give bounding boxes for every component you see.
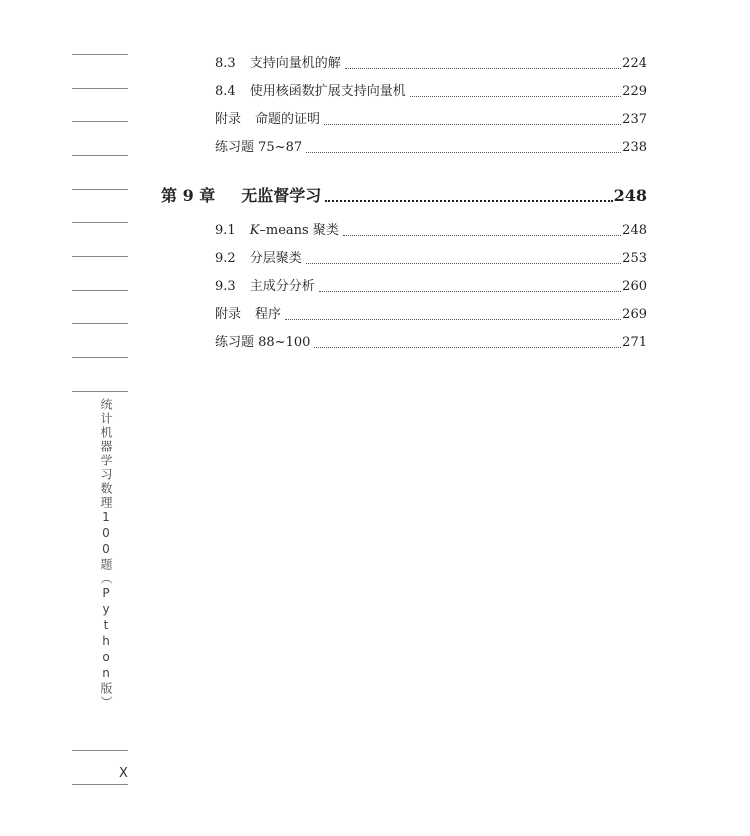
toc-entry-number: 附录 (215, 112, 242, 127)
page-number: X (119, 766, 128, 781)
toc-entry-page: 271 (622, 335, 647, 350)
margin-rule (72, 88, 128, 89)
toc-leader-dots (285, 319, 621, 320)
chapter-number: 第 9 章 (161, 186, 216, 205)
margin-rule (72, 121, 128, 122)
toc-entry-title: –means 聚类 (259, 223, 339, 238)
toc-leader-dots (306, 152, 621, 153)
chapter-page: 248 (613, 186, 647, 205)
margin-rule (72, 784, 128, 785)
toc-entry-page: 237 (622, 112, 647, 127)
toc-entry-page: 269 (622, 307, 647, 322)
toc-entry[interactable] (215, 275, 647, 295)
toc-entry-page: 224 (622, 56, 647, 71)
toc-entry-title: 使用核函数扩展支持向量机 (249, 84, 406, 99)
toc-leader-dots (306, 263, 621, 264)
toc-leader-dots (324, 124, 621, 125)
toc-leader-dots (319, 291, 621, 292)
toc-entry-page: 248 (622, 223, 647, 238)
toc-entry-title: 主成分分析 (249, 279, 315, 294)
toc-leader-dots (343, 235, 621, 236)
toc-entry-title: 练习题 75~87 (215, 140, 303, 155)
toc-entry-page: 229 (622, 84, 647, 99)
toc-entry-title: 命题的证明 (255, 112, 321, 127)
toc-entry-number: 9.2 (215, 251, 236, 266)
toc-leader-dots (410, 96, 621, 97)
toc-entry-number: 附录 (215, 307, 242, 322)
toc-entry-number: 8.4 (215, 84, 236, 99)
toc-entry-number: 9.1 (215, 223, 236, 238)
toc-entry-title: 分层聚类 (249, 251, 302, 266)
toc-entry-page: 260 (622, 279, 647, 294)
margin-rule (72, 222, 128, 223)
toc-entry-page: 253 (622, 251, 647, 266)
toc-entry[interactable] (215, 108, 647, 128)
margin-rule (72, 54, 128, 55)
toc-entry[interactable] (215, 303, 647, 323)
toc-entry-number: 8.3 (215, 56, 236, 71)
toc-entry[interactable] (215, 52, 647, 72)
toc-entry-number: 9.3 (215, 279, 236, 294)
margin-rule (72, 391, 128, 392)
book-title-vertical: 统计机器学习数理100题（Python版） (99, 398, 113, 710)
toc-leader-dots (345, 68, 621, 69)
toc-entry[interactable] (215, 331, 647, 351)
margin-rule (72, 290, 128, 291)
margin-rule (72, 189, 128, 190)
margin-rule (72, 357, 128, 358)
toc-entry[interactable] (215, 219, 647, 239)
toc-entry[interactable] (215, 80, 647, 100)
toc-entry-title: 练习题 88~100 (215, 335, 311, 350)
toc-entry-title-italic: K (249, 223, 260, 238)
toc-entry-page: 238 (622, 140, 647, 155)
margin-rule (72, 323, 128, 324)
margin-rule (72, 750, 128, 751)
chapter-title: 无监督学习 (241, 186, 322, 205)
toc-entry-title: 支持向量机的解 (249, 56, 341, 71)
margin-rule (72, 256, 128, 257)
toc-leader-dots (314, 347, 621, 348)
toc-entry[interactable] (215, 136, 647, 156)
toc-entry-title: 程序 (255, 307, 282, 322)
toc-leader-dots (325, 200, 612, 202)
toc-entry[interactable] (215, 247, 647, 267)
toc-chapter-heading[interactable] (161, 182, 647, 206)
margin-rule (72, 155, 128, 156)
